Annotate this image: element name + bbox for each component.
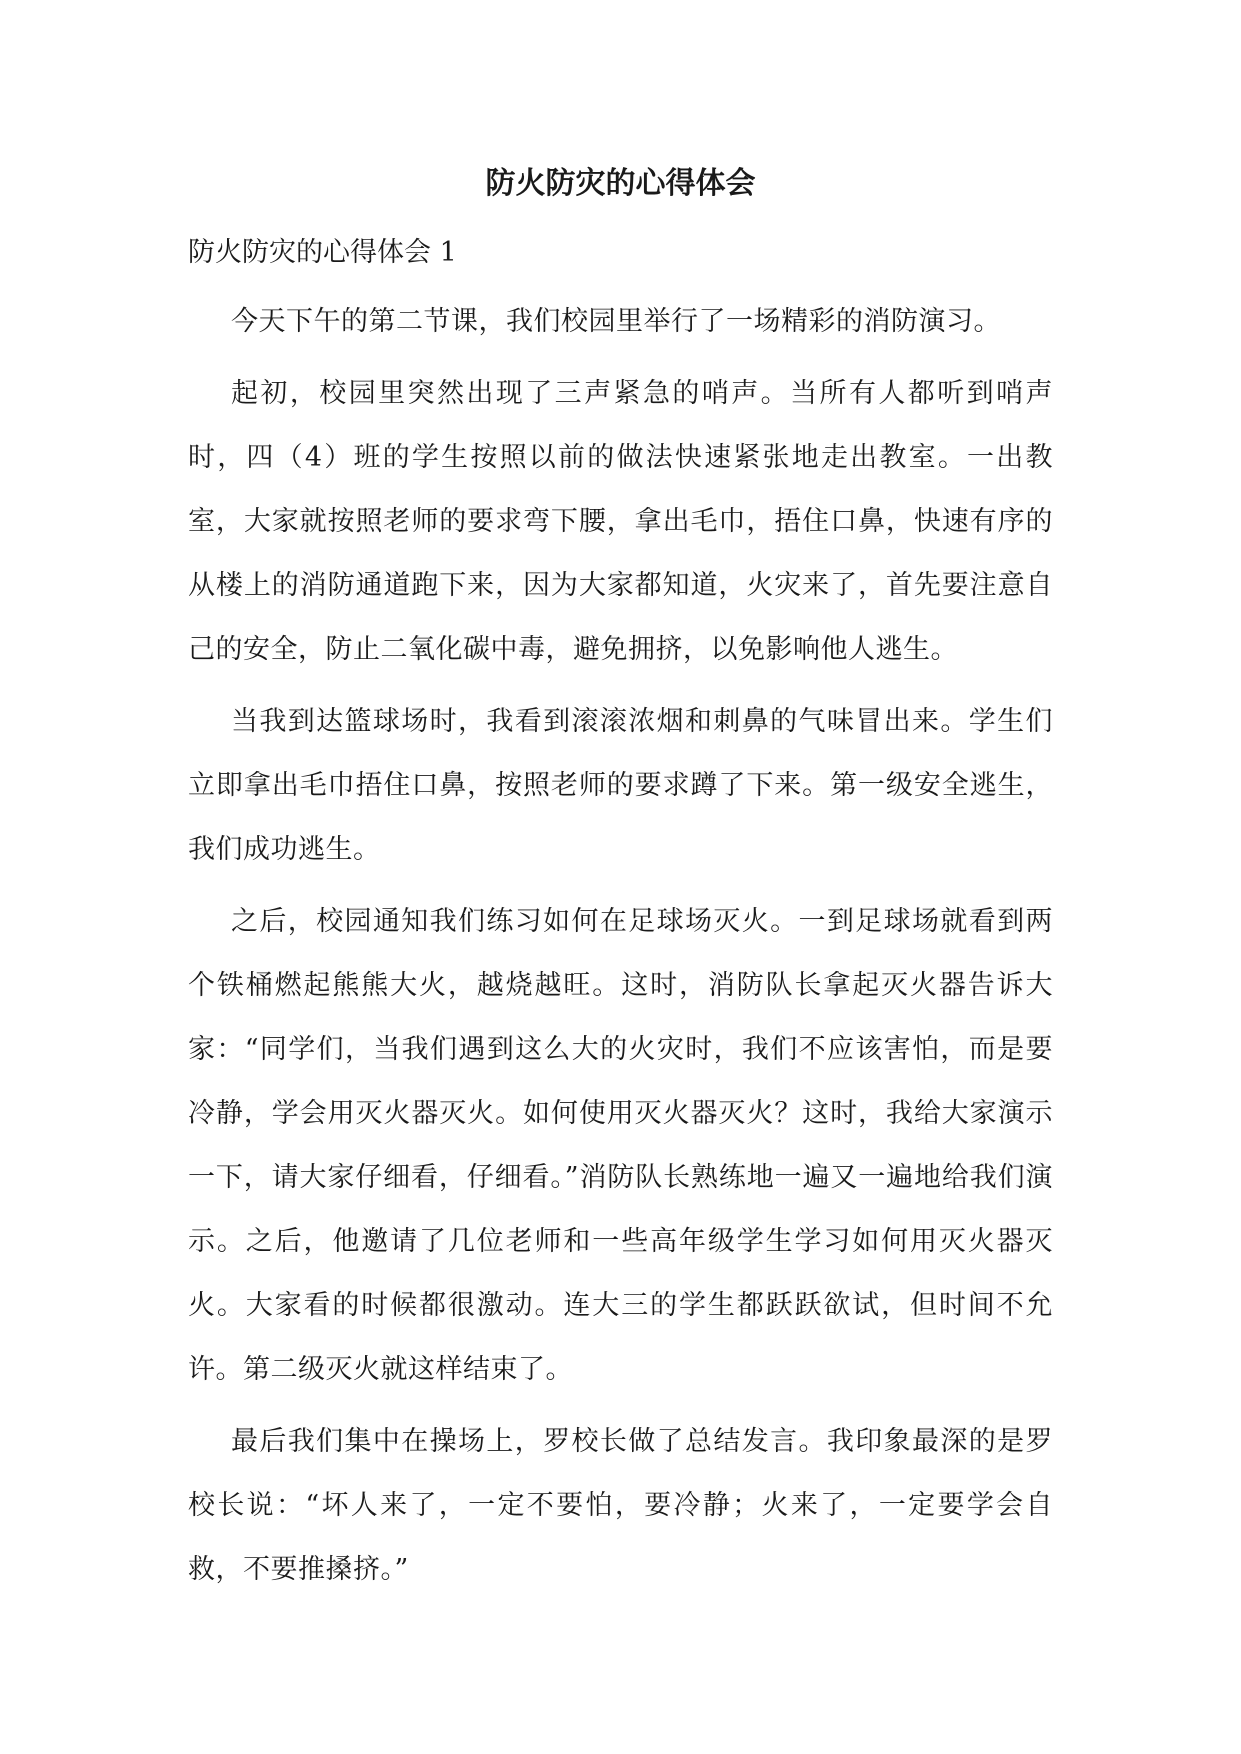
section-heading: 防火防灾的心得体会 1: [188, 237, 457, 268]
document-body: [188, 290, 1053, 1610]
paragraph-5: 最后我们集中在操场上，罗校长做了总结发言。我印象最深的是罗校长说：“坏人来了，一定不要怕，要冷静；火来了，一定要学会自救，不要推搡挤。”: [188, 1426, 1053, 1585]
paragraph-3: 当我到达篮球场时，我看到滚滚浓烟和刺鼻的气味冒出来。学生们立即拿出毛巾捂住口鼻，按照老师的要求蹲了下来。第一级安全逃生，我们成功逃生。: [188, 706, 1053, 865]
paragraph-4: 之后，校园通知我们练习如何在足球场灭火。一到足球场就看到两个铁桶燃起熊熊大火，越烧越旺。这时，消防队长拿起灭火器告诉大家：“同学们，当我们遇到这么大的火灾时，我们不应该害怕，而是要冷静，学会用灭火器灭火。如何使用灭火器灭火？这时，我给大家演示一下，请大家仔细看，仔细看。”消防队长熟练地一遍又一遍地给我们演示。之后，他邀请了几位老师和一些高年级学生学习如何用灭火器灭火。大家看的时候都很激动。连大三的学生都跃跃欲试，但时间不允许。第二级灭火就这样结束了。: [188, 906, 1053, 1385]
paragraph-2: 起初，校园里突然出现了三声紧急的哨声。当所有人都听到哨声时，四（4）班的学生按照以前的做法快速紧张地走出教室。一出教室，大家就按照老师的要求弯下腰，拿出毛巾，捂住口鼻，快速有序的从楼上的消防通道跑下来，因为大家都知道，火灾来了，首先要注意自己的安全，防止二氧化碳中毒，避免拥挤，以免影响他人逃生。: [188, 378, 1053, 665]
paragraph-1: 今天下午的第二节课，我们校园里举行了一场精彩的消防演习。: [231, 306, 1001, 337]
document-title: 防火防灾的心得体会: [485, 166, 756, 201]
